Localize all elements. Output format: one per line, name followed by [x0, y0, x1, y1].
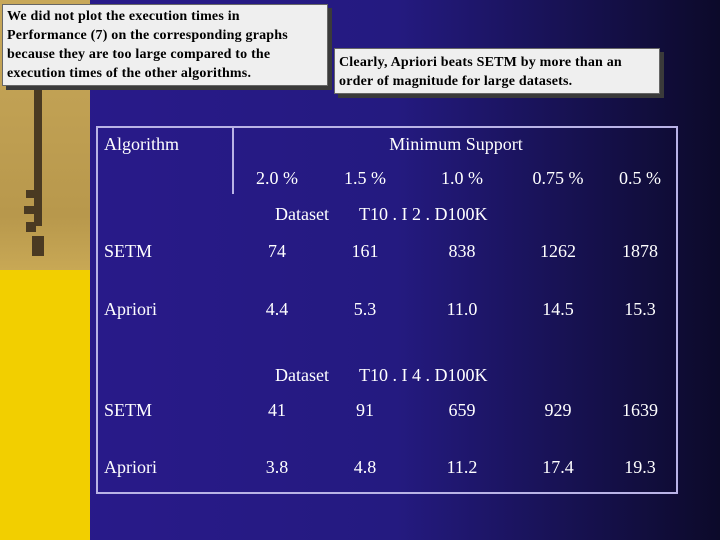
row-algorithm-label: Apriori: [104, 299, 157, 319]
table-cell: 659: [448, 400, 476, 420]
row-algorithm-label: Apriori: [104, 457, 157, 477]
note-apriori-beats-setm: Clearly, Apriori beats SETM by more than an order of magnitude for large datasets.: [334, 48, 660, 94]
table-cell: 1262: [540, 241, 576, 261]
row-algorithm-label: SETM: [104, 241, 153, 261]
execution-times-table: [96, 126, 678, 494]
table-cell: 161: [351, 241, 379, 261]
table-cell: 14.5: [542, 299, 574, 319]
table-cell: 4.8: [353, 457, 377, 477]
dataset-name: T10 . I 4 . D100K: [359, 365, 488, 385]
table-cell: 1639: [622, 400, 658, 420]
table-cell: 838: [448, 241, 476, 261]
support-header-cell: 1.0 %: [441, 168, 483, 188]
table-cell: 74: [268, 241, 286, 261]
dataset-label: Dataset: [275, 204, 329, 224]
dataset-label: Dataset: [275, 365, 329, 385]
header-minimum-support: Minimum Support: [389, 134, 523, 154]
table-cell: 3.8: [265, 457, 289, 477]
table-cell: 929: [544, 400, 572, 420]
table-vertical-divider: [232, 128, 234, 194]
header-algorithm: Algorithm: [104, 134, 179, 154]
table-cell: 41: [268, 400, 286, 420]
note-execution-times: We did not plot the execution times in Performance (7) on the corresponding graphs because they are too large compared to the execution times of the other algorithms.: [2, 4, 328, 86]
table-cell: 11.2: [446, 457, 478, 477]
table-cell: 15.3: [624, 299, 656, 319]
table-cell: 11.0: [446, 299, 478, 319]
yellow-band: [0, 270, 90, 540]
row-algorithm-label: SETM: [104, 400, 153, 420]
table-cell: 19.3: [624, 457, 656, 477]
dataset-name: T10 . I 2 . D100K: [359, 204, 488, 224]
support-header-cell: 2.0 %: [256, 168, 298, 188]
table-cell: 1878: [622, 241, 658, 261]
support-header-cell: 0.75 %: [532, 168, 584, 188]
support-header-cell: 1.5 %: [344, 168, 386, 188]
table-cell: 5.3: [353, 299, 377, 319]
table-cell: 17.4: [542, 457, 574, 477]
support-header-cell: 0.5 %: [619, 168, 661, 188]
table-cell: 91: [356, 400, 374, 420]
table-cell: 4.4: [265, 299, 289, 319]
